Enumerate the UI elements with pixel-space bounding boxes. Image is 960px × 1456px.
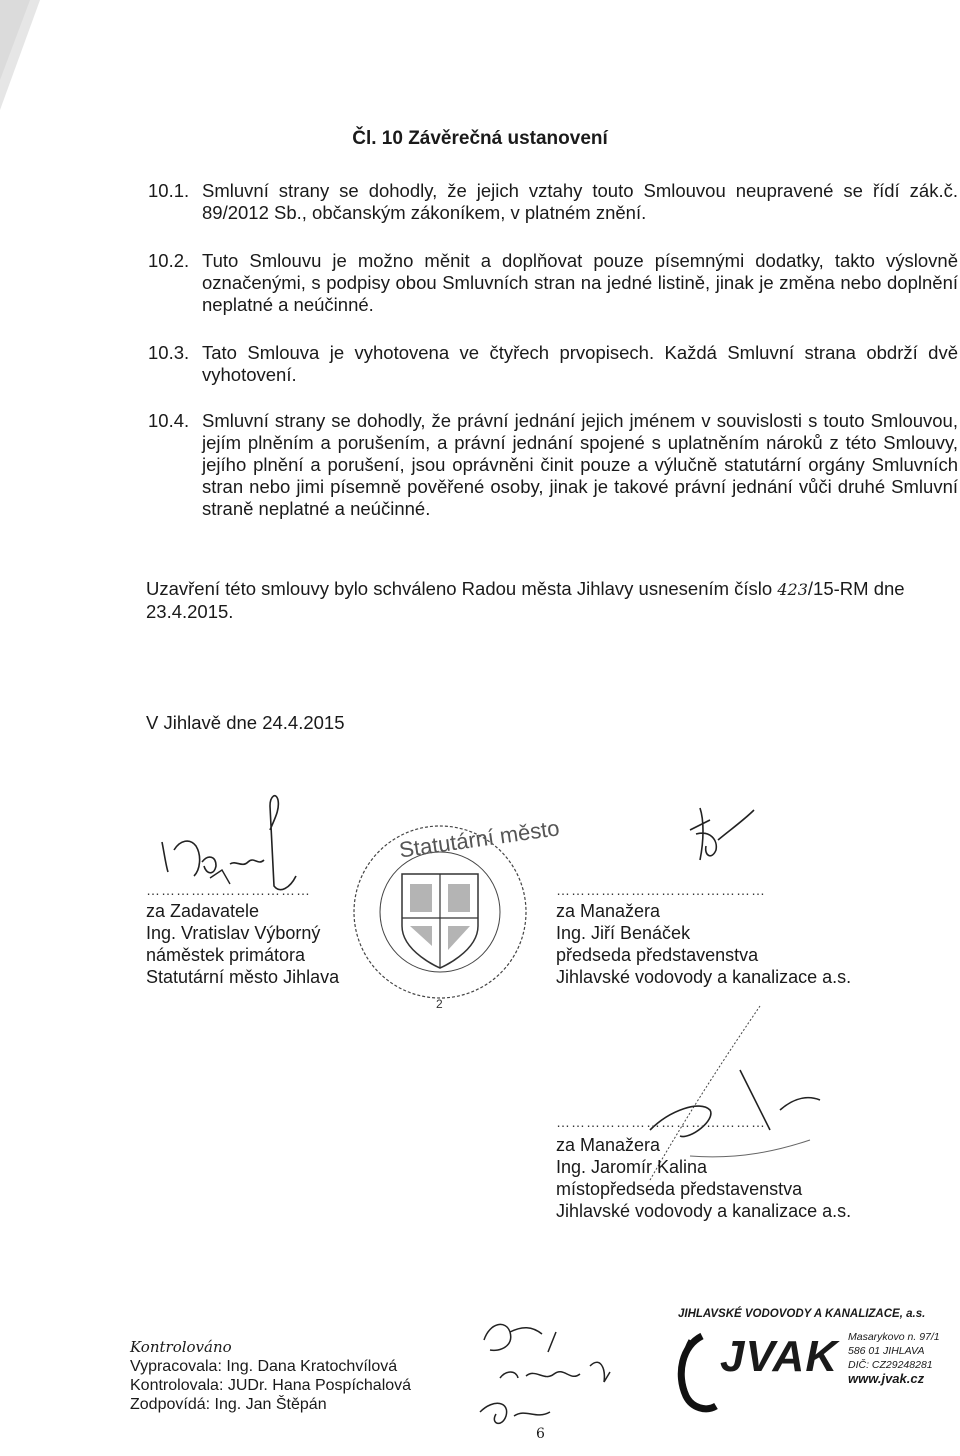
signatory-organization: Jihlavské vodovody a kanalizace a.s. (556, 967, 852, 987)
scan-artifact (0, 0, 40, 110)
signatory-name: Ing. Jiří Benáček (556, 923, 691, 943)
signatory-contracting-authority (146, 900, 339, 988)
signatory-manager-1 (556, 900, 851, 988)
signature-line-right-1: …………………………………… (556, 882, 766, 898)
signature-right-1 (660, 790, 780, 880)
signatory-role: za Manažera (556, 1135, 661, 1155)
signatory-title: místopředseda představenstva (556, 1179, 803, 1199)
signatory-name: Ing. Vratislav Výborný (146, 923, 321, 943)
approval-text: Uzavření této smlouvy bylo schváleno Radou města Jihlavy usnesením číslo (146, 578, 778, 599)
responsible-person: Zodpovídá: Ing. Jan Štěpán (130, 1396, 327, 1413)
stamp-tax-id: DIČ: CZ29248281 (848, 1359, 933, 1371)
stamp-logo-text: JVAK (720, 1332, 839, 1381)
clause-number: 10.2. (148, 250, 190, 271)
approval-text-end: /15-RM dne 23.4.2015. (146, 578, 905, 622)
stamp-city: 586 01 JIHLAVA (848, 1345, 925, 1357)
clause-10-3 (148, 342, 958, 386)
approval-statement (146, 578, 946, 623)
signature-line-left: …………………………… (146, 882, 311, 898)
seal-number: 2 (436, 997, 443, 1011)
checked-by: Kontrolovala: JUDr. Hana Pospíchalová (130, 1377, 412, 1394)
clause-number: 10.3. (148, 342, 190, 363)
signatory-title: předseda představenstva (556, 945, 759, 965)
signatory-organization: Jihlavské vodovody a kanalizace a.s. (556, 1201, 852, 1221)
clause-text: Tato Smlouva je vyhotovena ve čtyřech prvopisech. Každá Smluvní strana obdrží dvě vyhotovení. (202, 342, 958, 385)
signatory-role: za Zadavatele (146, 901, 260, 921)
handwritten-resolution-number: 423 (777, 580, 808, 599)
section-heading: Čl. 10 Závěrečná ustanovení (352, 128, 608, 149)
signatory-manager-2 (556, 1134, 851, 1222)
initials-signatures (470, 1312, 660, 1442)
clause-10-4 (148, 410, 958, 520)
clause-text: Tuto Smlouvu je možno měnit a doplňovat pouze písemnými dodatky, takto výslovně označenými, s podpisy obou Smluvních stran na jedné listině, jinak je změna nebo doplnění neplatné a neúčinné. (202, 250, 958, 315)
place-and-date: V Jihlavě dne 24.4.2015 (146, 712, 345, 733)
clause-10-1 (148, 180, 958, 224)
stamp-company-name: JIHLAVSKÉ VODOVODY A KANALIZACE, a.s. (678, 1308, 926, 1320)
company-stamp (660, 1308, 960, 1423)
stamp-address (848, 1330, 940, 1386)
signatory-title: náměstek primátora (146, 945, 306, 965)
signatory-name: Ing. Jaromír Kalina (556, 1157, 708, 1177)
page-number: 6 (536, 1426, 545, 1442)
jvak-logo-icon (672, 1330, 722, 1416)
seal-text: Statutární město (397, 815, 561, 863)
prepared-by: Vypracovala: Ing. Dana Kratochvílová (130, 1358, 398, 1375)
clause-number: 10.1. (148, 180, 190, 201)
clause-number: 10.4. (148, 410, 190, 431)
clause-10-2 (148, 250, 958, 316)
signature-line-right-2: …………………………………… (556, 1114, 766, 1130)
clause-text: Smluvní strany se dohodly, že právní jednání jejich jménem v souvislosti s touto Smlouvou, jejím plněním a porušením, a právní jednání spojené s uplatněním nároků z této Smlouvy, jejího plnění a porušení, jsou oprávněni činit pouze a výlučně statutární orgány Smluvních stran nebo jimi písemně pověřené osoby, jinak je takové právní jednání vůči druhé Smluvní straně neplatné a neúčinné. (202, 410, 958, 519)
handwritten-check-note: Kontrolováno (130, 1338, 232, 1356)
clause-text: Smluvní strany se dohodly, že jejich vztahy touto Smlouvou neupravené se řídí zák.č. 89/2012 Sb., občanským zákoníkem, v platném znění. (202, 180, 958, 223)
city-seal-stamp (340, 815, 561, 1022)
signatory-role: za Manažera (556, 901, 661, 921)
signatory-organization: Statutární město Jihlava (146, 967, 340, 987)
stamp-street: Masarykovo n. 97/1 (848, 1331, 940, 1343)
document-approvals (130, 1338, 411, 1414)
stamp-website: www.jvak.cz (848, 1371, 925, 1386)
